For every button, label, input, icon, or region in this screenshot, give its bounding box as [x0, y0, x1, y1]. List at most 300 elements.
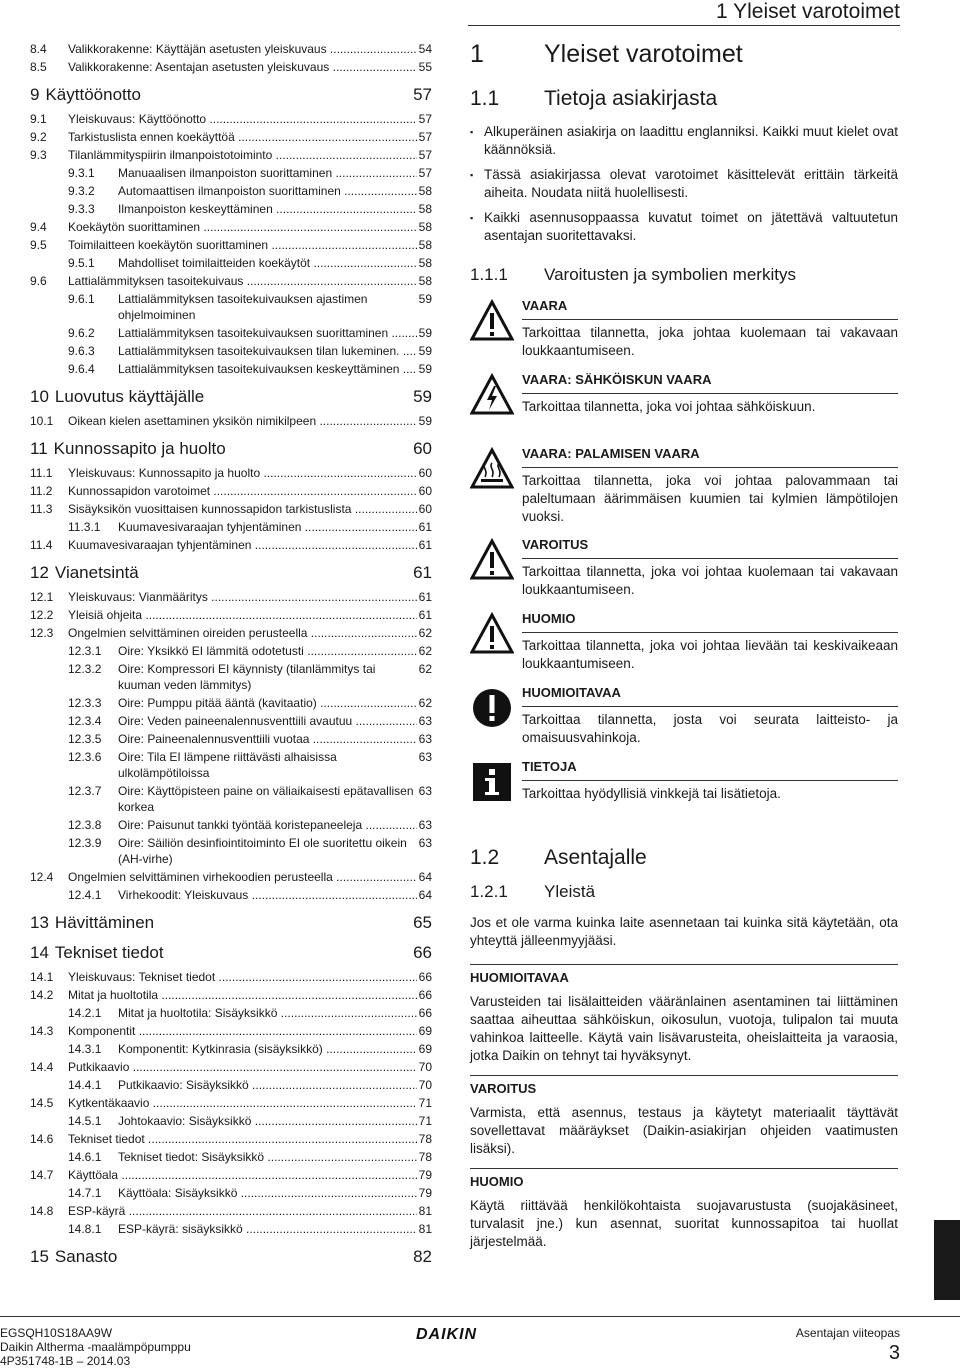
- toc-entry-page: 59: [418, 292, 432, 306]
- toc-entry-number: 9.1: [30, 112, 47, 126]
- page-number: 3: [888, 1342, 900, 1364]
- warning-body: Tarkoittaa tilannetta, joka voi johtaa sähköiskuun.: [522, 399, 816, 414]
- warning-item: [470, 297, 898, 361]
- toc-entry-number: 12.1: [30, 590, 54, 604]
- toc-entry-title: Oire: Kompressori EI käynnisty (tilanlämmitys tai kuuman veden lämmitys): [118, 662, 376, 692]
- toc-entry-number: 12.3.1: [68, 644, 102, 658]
- toc-entry[interactable]: [30, 360, 432, 378]
- toc-entry-title: Kunnossapidon varotoimet .....: [68, 482, 417, 500]
- toc-entry-number: 8.4: [30, 42, 47, 56]
- toc-entry-title: Yleiskuvaus: Tekniset tiedot .....: [68, 968, 417, 986]
- footer-divider: [0, 1316, 960, 1317]
- toc-entry[interactable]: [30, 1076, 432, 1094]
- toc-entry-title: Yleiskuvaus: Käyttöönotto .....: [68, 110, 417, 128]
- toc-entry-page: 58: [418, 274, 432, 288]
- section-heading-1: [470, 40, 898, 69]
- toc-entry-page: 66: [413, 943, 432, 962]
- toc-entry-number: 9.3.1: [68, 166, 95, 180]
- toc-entry-page: 71: [418, 1096, 432, 1110]
- bullet-item: ▪ Kaikki asennusoppaassa kuvatut toimet on jätettävä valtuutetun asentajan suoritettavaksi.: [470, 209, 898, 245]
- toc-entry-title: Sanasto: [54, 1247, 118, 1266]
- caution-icon: [470, 612, 514, 660]
- toc-entry-number: 12.3.8: [68, 818, 102, 832]
- toc-entry-title: Johtokaavio: Sisäyksikkö .....: [118, 1112, 417, 1130]
- toc-entry-page: 57: [418, 166, 432, 180]
- toc-entry-title: Oire: Veden paineenalennusventtiili avautuu .....: [118, 712, 417, 730]
- toc-entry-number: 14.3: [30, 1024, 54, 1038]
- hot-surface-icon: [470, 447, 514, 495]
- toc-entry[interactable]: [30, 236, 432, 254]
- toc-entry[interactable]: [30, 942, 432, 964]
- toc-entry[interactable]: [30, 968, 432, 986]
- toc-entry-page: 63: [418, 732, 432, 746]
- toc-entry-title: Tilanlämmityspiirin ilmanpoistotoiminto .....: [68, 146, 417, 164]
- toc-entry-number: 10.1: [30, 414, 54, 428]
- toc-entry[interactable]: [30, 782, 432, 816]
- toc-entry[interactable]: [30, 1004, 432, 1022]
- toc-entry[interactable]: [30, 164, 432, 182]
- toc-entry-number: 11: [30, 439, 48, 458]
- toc-entry-title: Mitat ja huoltotila .....: [68, 986, 417, 1004]
- toc-entry-page: 57: [418, 112, 432, 126]
- toc-entry[interactable]: [30, 1130, 432, 1148]
- warning-body: Tarkoittaa hyödyllisiä vinkkejä tai lisätietoja.: [522, 786, 781, 801]
- section-number: 1.2.1: [470, 882, 508, 901]
- toc-entry-number: 12.3.4: [68, 714, 102, 728]
- toc-entry[interactable]: [30, 200, 432, 218]
- section-title: Tietoja asiakirjasta: [544, 87, 718, 110]
- toc-entry-number: 14.6: [30, 1132, 54, 1146]
- toc-entry[interactable]: [30, 694, 432, 712]
- toc-entry-page: 60: [418, 502, 432, 516]
- toc-entry-title: Komponentit: Kytkinrasia (sisäyksikkö) .....: [118, 1040, 417, 1058]
- toc-entry-title: Oire: Pumppu pitää ääntä (kavitaatio) .....: [118, 694, 417, 712]
- toc-entry-number: 14.2.1: [68, 1006, 102, 1020]
- warning-text: [522, 297, 898, 361]
- toc-entry[interactable]: [30, 624, 432, 642]
- warning-text: [522, 684, 898, 748]
- toc-entry-page: 61: [418, 520, 432, 534]
- bullet-item: ▪ Alkuperäinen asiakirja on laadittu englanniksi. Kaikki muut kielet ovat käännöksiä.: [470, 123, 898, 159]
- toc-entry-title: Yleisiä ohjeita .....: [68, 606, 417, 624]
- table-of-contents: [30, 40, 432, 1272]
- toc-entry-page: 61: [418, 538, 432, 552]
- toc-entry[interactable]: [30, 912, 432, 934]
- toc-entry-page: 62: [418, 626, 432, 640]
- toc-entry-number: 11.3: [30, 502, 53, 516]
- warning-item: [470, 610, 898, 674]
- toc-entry-title: Käyttöala .....: [68, 1166, 417, 1184]
- toc-entry-number: 13: [30, 913, 49, 932]
- section-number: 1.2: [470, 846, 500, 869]
- section-heading-1-2: [470, 846, 898, 870]
- toc-entry-number: 9.6.4: [68, 362, 95, 376]
- toc-entry[interactable]: [30, 84, 432, 106]
- toc-entry-number: 14.4: [30, 1060, 54, 1074]
- toc-entry-number: 12.4: [30, 870, 54, 884]
- toc-entry-number: 14.4.1: [68, 1078, 102, 1092]
- warning-body: Tarkoittaa tilannetta, joka voi johtaa kuolemaan tai vakavaan loukkaantumiseen.: [522, 564, 898, 597]
- toc-entry-number: 14.5.1: [68, 1114, 102, 1128]
- toc-entry-number: 14.6.1: [68, 1150, 102, 1164]
- toc-entry-title: Lattialämmityksen tasoitekuivauksen ajastimen ohjelmoiminen: [118, 292, 368, 322]
- toc-entry[interactable]: [30, 1094, 432, 1112]
- toc-entry-page: 57: [413, 85, 432, 104]
- toc-entry[interactable]: [30, 1220, 432, 1238]
- toc-entry-number: 12.3.2: [68, 662, 102, 676]
- toc-entry-page: 60: [413, 439, 432, 458]
- warning-item: [470, 758, 898, 822]
- toc-entry-page: 55: [418, 60, 432, 74]
- toc-entry-title: Yleiskuvaus: Vianmääritys .....: [68, 588, 417, 606]
- toc-entry-page: 66: [418, 970, 432, 984]
- intro-paragraph: Jos et ole varma kuinka laite asennetaan tai kuinka sitä käytetään, ota yhteyttä jälleenmyyjääsi.: [470, 915, 898, 948]
- warning-text: [522, 445, 898, 526]
- toc-entry[interactable]: [30, 1022, 432, 1040]
- toc-entry-title: Putkikaavio .....: [68, 1058, 417, 1076]
- notice-icon: [470, 686, 514, 734]
- toc-entry-title: Oire: Paisunut tankki työntää koristepaneeleja .....: [118, 816, 417, 834]
- toc-entry-title: Ilmanpoiston keskeyttäminen .....: [118, 200, 417, 218]
- toc-entry[interactable]: [30, 588, 432, 606]
- toc-entry-title: Lattialämmityksen tasoitekuivaus .....: [68, 272, 417, 290]
- toc-entry-number: 9.5.1: [68, 256, 95, 270]
- toc-entry[interactable]: [30, 518, 432, 536]
- toc-entry-page: 59: [418, 362, 432, 376]
- toc-entry-title: Lattialämmityksen tasoitekuivauksen keskeyttäminen .....: [118, 360, 417, 378]
- toc-entry[interactable]: [30, 290, 432, 324]
- toc-entry[interactable]: [30, 986, 432, 1004]
- warning-icon: [470, 538, 514, 586]
- section-heading-1-1-1: [470, 265, 898, 285]
- toc-entry-page: 66: [418, 988, 432, 1002]
- box-body: Varmista, että asennus, testaus ja käytetyt materiaalit täyttävät sovellettavat määräykset (Daikin-asiakirjan ohjeiden vaatimusten lisäksi).: [470, 1105, 898, 1156]
- warning-label: VAARA: [522, 297, 898, 320]
- toc-entry[interactable]: [30, 128, 432, 146]
- toc-entry-title: Lattialämmityksen tasoitekuivauksen suorittaminen .....: [118, 324, 417, 342]
- toc-entry[interactable]: [30, 660, 432, 694]
- toc-entry-number: 12.3.5: [68, 732, 102, 746]
- toc-entry-page: 62: [418, 644, 432, 658]
- footer-left: [0, 1326, 191, 1368]
- toc-entry-number: 10: [30, 387, 49, 406]
- header-divider: [468, 25, 900, 26]
- section-number: 1: [470, 40, 484, 68]
- warning-label: HUOMIOITAVAA: [522, 684, 898, 707]
- toc-entry[interactable]: [30, 254, 432, 272]
- footer-model: EGSQH10S18AA9W: [0, 1326, 113, 1340]
- toc-entry-title: ESP-käyrä: sisäyksikkö .....: [118, 1220, 417, 1238]
- toc-entry-number: 14: [30, 943, 49, 962]
- warning-label: VAARA: PALAMISEN VAARA: [522, 445, 898, 468]
- toc-entry-page: 69: [418, 1024, 432, 1038]
- footer-docnum: 4P351748-1B – 2014.03: [0, 1354, 131, 1368]
- toc-entry-page: 69: [418, 1042, 432, 1056]
- page-header-title: 1 Yleiset varotoimet: [715, 0, 900, 23]
- toc-entry-title: Manuaalisen ilmanpoiston suorittaminen .....: [118, 164, 417, 182]
- toc-entry-page: 63: [418, 818, 432, 832]
- toc-entry-number: 14.7: [30, 1168, 54, 1182]
- toc-entry[interactable]: [30, 218, 432, 236]
- box-label: VAROITUS: [470, 1081, 537, 1096]
- toc-entry-page: 63: [418, 750, 432, 764]
- toc-entry-title: Luovutus käyttäjälle: [54, 387, 205, 406]
- info-icon: [470, 760, 514, 808]
- toc-entry[interactable]: [30, 1184, 432, 1202]
- toc-entry-number: 9.6.3: [68, 344, 95, 358]
- toc-entry-title: Tekniset tiedot: Sisäyksikkö .....: [118, 1148, 417, 1166]
- danger-icon: [470, 299, 514, 347]
- toc-entry-title: Tarkistuslista ennen koekäyttöä .....: [68, 128, 417, 146]
- toc-entry-title: Komponentit .....: [68, 1022, 417, 1040]
- toc-entry-page: 58: [418, 184, 432, 198]
- toc-entry-number: 9.4: [30, 220, 47, 234]
- toc-entry[interactable]: [30, 386, 432, 408]
- section-title: Asentajalle: [544, 846, 647, 869]
- toc-entry[interactable]: [30, 342, 432, 360]
- toc-entry-title: Putkikaavio: Sisäyksikkö .....: [118, 1076, 417, 1094]
- toc-entry-title: Oire: Käyttöpisteen paine on väliaikaisesti epätavallisen korkea: [118, 784, 414, 814]
- toc-entry-title: Lattialämmityksen tasoitekuivauksen tilan lukeminen. .....: [118, 342, 417, 360]
- toc-entry[interactable]: [30, 1246, 432, 1268]
- toc-entry-page: 64: [418, 888, 432, 902]
- toc-entry-title: Kytkentäkaavio .....: [68, 1094, 417, 1112]
- toc-entry-title: Kuumavesivaraajan tyhjentäminen .....: [68, 536, 417, 554]
- toc-entry[interactable]: [30, 58, 432, 76]
- toc-entry-number: 9.6.2: [68, 326, 95, 340]
- electric-shock-icon: [470, 373, 514, 421]
- toc-entry-page: 81: [418, 1204, 432, 1218]
- toc-entry-title: Oire: Tila EI lämpene riittävästi alhaisissa ulkolämpötiloissa: [118, 750, 337, 780]
- section-heading-1-1: [470, 87, 898, 111]
- toc-entry-number: 11.4: [30, 538, 53, 552]
- box-body: Käytä riittävää henkilökohtaista suojavarustusta (suojakäsineet, turvalasit jne.) kun asennat, suoritat kunnossapitoa tai huollat järjestelmää.: [470, 1198, 898, 1249]
- toc-entry[interactable]: [30, 412, 432, 430]
- toc-entry-title: Oikean kielen asettaminen yksikön nimikilpeen .....: [68, 412, 417, 430]
- box-body: Varusteiden tai lisälaitteiden vääränlainen asentaminen tai liittäminen saattaa aiheuttaa sähköiskun, oikosulun, vuotoja, tulipalon tai muuta vahinkoa laitteelle. Käytä vain lisävarusteita, oheislaitteita ja varaosia, jotka Daikin on tehnyt tai hyväksynyt.: [470, 994, 898, 1063]
- toc-entry-number: 11.2: [30, 484, 53, 498]
- toc-entry[interactable]: [30, 642, 432, 660]
- toc-entry[interactable]: [30, 482, 432, 500]
- toc-entry[interactable]: [30, 110, 432, 128]
- toc-entry[interactable]: [30, 464, 432, 482]
- toc-entry-number: 12.3.7: [68, 784, 102, 798]
- toc-entry-title: Oire: Yksikkö EI lämmitä odotetusti .....: [118, 642, 417, 660]
- toc-entry-number: 14.8: [30, 1204, 54, 1218]
- toc-entry-page: 63: [418, 714, 432, 728]
- toc-entry-number: 12.3: [30, 626, 54, 640]
- toc-entry-page: 79: [418, 1168, 432, 1182]
- toc-entry-page: 70: [418, 1078, 432, 1092]
- warning-label: HUOMIO: [522, 610, 898, 633]
- toc-entry-page: 62: [418, 696, 432, 710]
- toc-entry-number: 9: [30, 85, 40, 104]
- toc-entry-number: 8.5: [30, 60, 47, 74]
- toc-entry-page: 82: [413, 1247, 432, 1266]
- warning-item: [470, 371, 898, 435]
- toc-entry[interactable]: [30, 1202, 432, 1220]
- toc-entry-page: 70: [418, 1060, 432, 1074]
- warning-text: [522, 758, 898, 822]
- section-number: 1.1: [470, 87, 500, 110]
- toc-entry-title: ESP-käyrä .....: [68, 1202, 417, 1220]
- toc-entry-page: 81: [418, 1222, 432, 1236]
- toc-entry-number: 15: [30, 1247, 49, 1266]
- toc-entry[interactable]: [30, 712, 432, 730]
- toc-entry-number: 9.3: [30, 148, 47, 162]
- toc-entry-title: Käyttöala: Sisäyksikkö .....: [118, 1184, 417, 1202]
- box-label: HUOMIOITAVAA: [470, 970, 569, 985]
- toc-entry-number: 12.3.9: [68, 836, 102, 850]
- toc-entry[interactable]: [30, 606, 432, 624]
- toc-entry-title: Ongelmien selvittäminen virhekoodien perusteella .....: [68, 868, 417, 886]
- toc-entry-title: Toimilaitteen koekäytön suorittaminen .....: [68, 236, 417, 254]
- toc-entry[interactable]: [30, 562, 432, 584]
- toc-entry-page: 78: [418, 1150, 432, 1164]
- section-number: 1.1.1: [470, 265, 508, 284]
- toc-entry-number: 12.3.3: [68, 696, 102, 710]
- toc-entry-page: 58: [418, 238, 432, 252]
- toc-entry-title: Valikkorakenne: Käyttäjän asetusten yleiskuvaus .....: [68, 40, 417, 58]
- warning-item: [470, 536, 898, 600]
- toc-entry[interactable]: [30, 40, 432, 58]
- toc-entry[interactable]: [30, 182, 432, 200]
- toc-entry-page: 63: [418, 836, 432, 850]
- toc-entry-page: 59: [418, 326, 432, 340]
- toc-entry[interactable]: [30, 1148, 432, 1166]
- toc-entry-title: Mahdolliset toimilaitteiden koekäytöt .....: [118, 254, 417, 272]
- box-label: HUOMIO: [470, 1174, 524, 1189]
- toc-entry-page: 65: [413, 913, 432, 932]
- toc-entry-page: 58: [418, 256, 432, 270]
- toc-entry-page: 61: [413, 563, 432, 582]
- toc-entry-page: 58: [418, 202, 432, 216]
- warning-text: [522, 371, 898, 435]
- toc-entry[interactable]: [30, 1112, 432, 1130]
- toc-entry-number: 14.2: [30, 988, 54, 1002]
- warning-label: TIETOJA: [522, 758, 898, 781]
- toc-entry-page: 57: [418, 148, 432, 162]
- toc-entry-page: 60: [418, 466, 432, 480]
- warning-label: VAROITUS: [522, 536, 898, 559]
- toc-entry-page: 54: [418, 42, 432, 56]
- toc-entry-number: 9.3.2: [68, 184, 95, 198]
- toc-entry-number: 9.3.3: [68, 202, 95, 216]
- toc-entry-title: Mitat ja huoltotila: Sisäyksikkö .....: [118, 1004, 417, 1022]
- toc-entry-page: 66: [418, 1006, 432, 1020]
- toc-entry-title: Tekniset tiedot: [54, 943, 164, 962]
- toc-entry[interactable]: [30, 868, 432, 886]
- warning-body: Tarkoittaa tilannetta, joka voi johtaa palovammaan tai paleltumaan äärimmäisen kuumien tai kylmien lämpötilojen vuoksi.: [522, 473, 898, 524]
- toc-entry-title: Kuumavesivaraajan tyhjentäminen .....: [118, 518, 417, 536]
- toc-entry-number: 12.3.6: [68, 750, 102, 764]
- toc-entry-page: 60: [418, 484, 432, 498]
- toc-entry[interactable]: [30, 886, 432, 904]
- toc-entry[interactable]: [30, 1040, 432, 1058]
- toc-entry[interactable]: [30, 272, 432, 290]
- toc-entry-page: 63: [418, 784, 432, 798]
- footer-product: Daikin Altherma -maalämpöpumppu: [0, 1340, 191, 1354]
- section-title: Yleistä: [544, 882, 596, 901]
- toc-entry-number: 12.4.1: [68, 888, 102, 902]
- toc-entry-number: 14.5: [30, 1096, 54, 1110]
- toc-entry-page: 64: [418, 870, 432, 884]
- toc-entry[interactable]: [30, 730, 432, 748]
- warning-text: [522, 536, 898, 600]
- warning-body: Tarkoittaa tilannetta, joka voi johtaa lievään tai keskivaikeaan loukkaantumiseen.: [522, 638, 898, 671]
- toc-entry-page: 79: [418, 1186, 432, 1200]
- toc-entry-number: 9.5: [30, 238, 47, 252]
- section-heading-1-2-1: [470, 882, 898, 902]
- toc-entry-page: 61: [418, 590, 432, 604]
- warning-box: [470, 1075, 898, 1158]
- toc-entry-page: 57: [418, 130, 432, 144]
- toc-entry-title: Ongelmien selvittäminen oireiden perusteella .....: [68, 624, 417, 642]
- toc-entry[interactable]: [30, 1166, 432, 1184]
- toc-entry-title: Automaattisen ilmanpoiston suorittaminen .....: [118, 182, 417, 200]
- toc-entry-title: Käyttöönotto: [45, 85, 141, 104]
- section-title: Yleiset varotoimet: [544, 40, 743, 68]
- toc-entry-page: 58: [418, 220, 432, 234]
- toc-entry[interactable]: [30, 1058, 432, 1076]
- toc-entry-title: Valikkorakenne: Asentajan asetusten yleiskuvaus .....: [68, 58, 417, 76]
- toc-entry-title: Hävittäminen: [54, 913, 155, 932]
- warning-text: [522, 610, 898, 674]
- toc-entry-page: 62: [418, 662, 432, 676]
- bullet-item: ▪ Tässä asiakirjassa olevat varotoimet käsittelevät erittäin tärkeitä aiheita. Noudata niitä huolellisesti.: [470, 166, 898, 202]
- toc-entry-number: 14.1: [30, 970, 54, 984]
- toc-entry[interactable]: [30, 146, 432, 164]
- toc-entry[interactable]: [30, 834, 432, 868]
- section-title: Varoitusten ja symbolien merkitys: [544, 265, 796, 284]
- toc-entry-title: Oire: Säiliön desinfiointitoiminto EI ole suoritettu oikein (AH-virhe): [118, 836, 407, 866]
- toc-entry[interactable]: [30, 816, 432, 834]
- toc-entry-number: 9.6.1: [68, 292, 95, 306]
- warning-body: Tarkoittaa tilannetta, joka johtaa kuolemaan tai vakavaan loukkaantumiseen.: [522, 325, 898, 358]
- notice-box: [470, 964, 898, 1065]
- toc-entry-number: 14.8.1: [68, 1222, 102, 1236]
- toc-entry-number: 9.2: [30, 130, 47, 144]
- toc-entry-number: 11.1: [30, 466, 53, 480]
- toc-entry-page: 78: [418, 1132, 432, 1146]
- toc-entry-title: Vianetsintä: [54, 563, 139, 582]
- warning-item: [470, 445, 898, 526]
- chapter-tab-marker: [934, 1220, 960, 1300]
- toc-entry-number: 9.6: [30, 274, 47, 288]
- toc-entry-number: 12.2: [30, 608, 54, 622]
- toc-entry-page: 59: [413, 387, 432, 406]
- toc-entry-page: 61: [418, 608, 432, 622]
- warning-body: Tarkoittaa tilannetta, josta voi seurata laitteisto- ja omaisuusvahinkoja.: [522, 712, 898, 745]
- toc-entry-page: 59: [418, 414, 432, 428]
- warning-item: [470, 684, 898, 748]
- toc-entry-number: 12: [30, 563, 49, 582]
- toc-entry-title: Virhekoodit: Yleiskuvaus .....: [118, 886, 417, 904]
- warning-list: [470, 297, 898, 822]
- bullet-list: [470, 123, 898, 245]
- toc-entry-title: Tekniset tiedot .....: [68, 1130, 417, 1148]
- toc-entry[interactable]: [30, 324, 432, 342]
- toc-entry[interactable]: [30, 748, 432, 782]
- toc-entry[interactable]: [30, 500, 432, 518]
- main-content: [470, 40, 898, 1261]
- toc-entry-number: 14.3.1: [68, 1042, 102, 1056]
- toc-entry-number: 11.3.1: [68, 520, 101, 534]
- daikin-logo: DAIKIN: [416, 1326, 478, 1343]
- toc-entry[interactable]: [30, 536, 432, 554]
- toc-entry[interactable]: [30, 438, 432, 460]
- caution-box: [470, 1168, 898, 1251]
